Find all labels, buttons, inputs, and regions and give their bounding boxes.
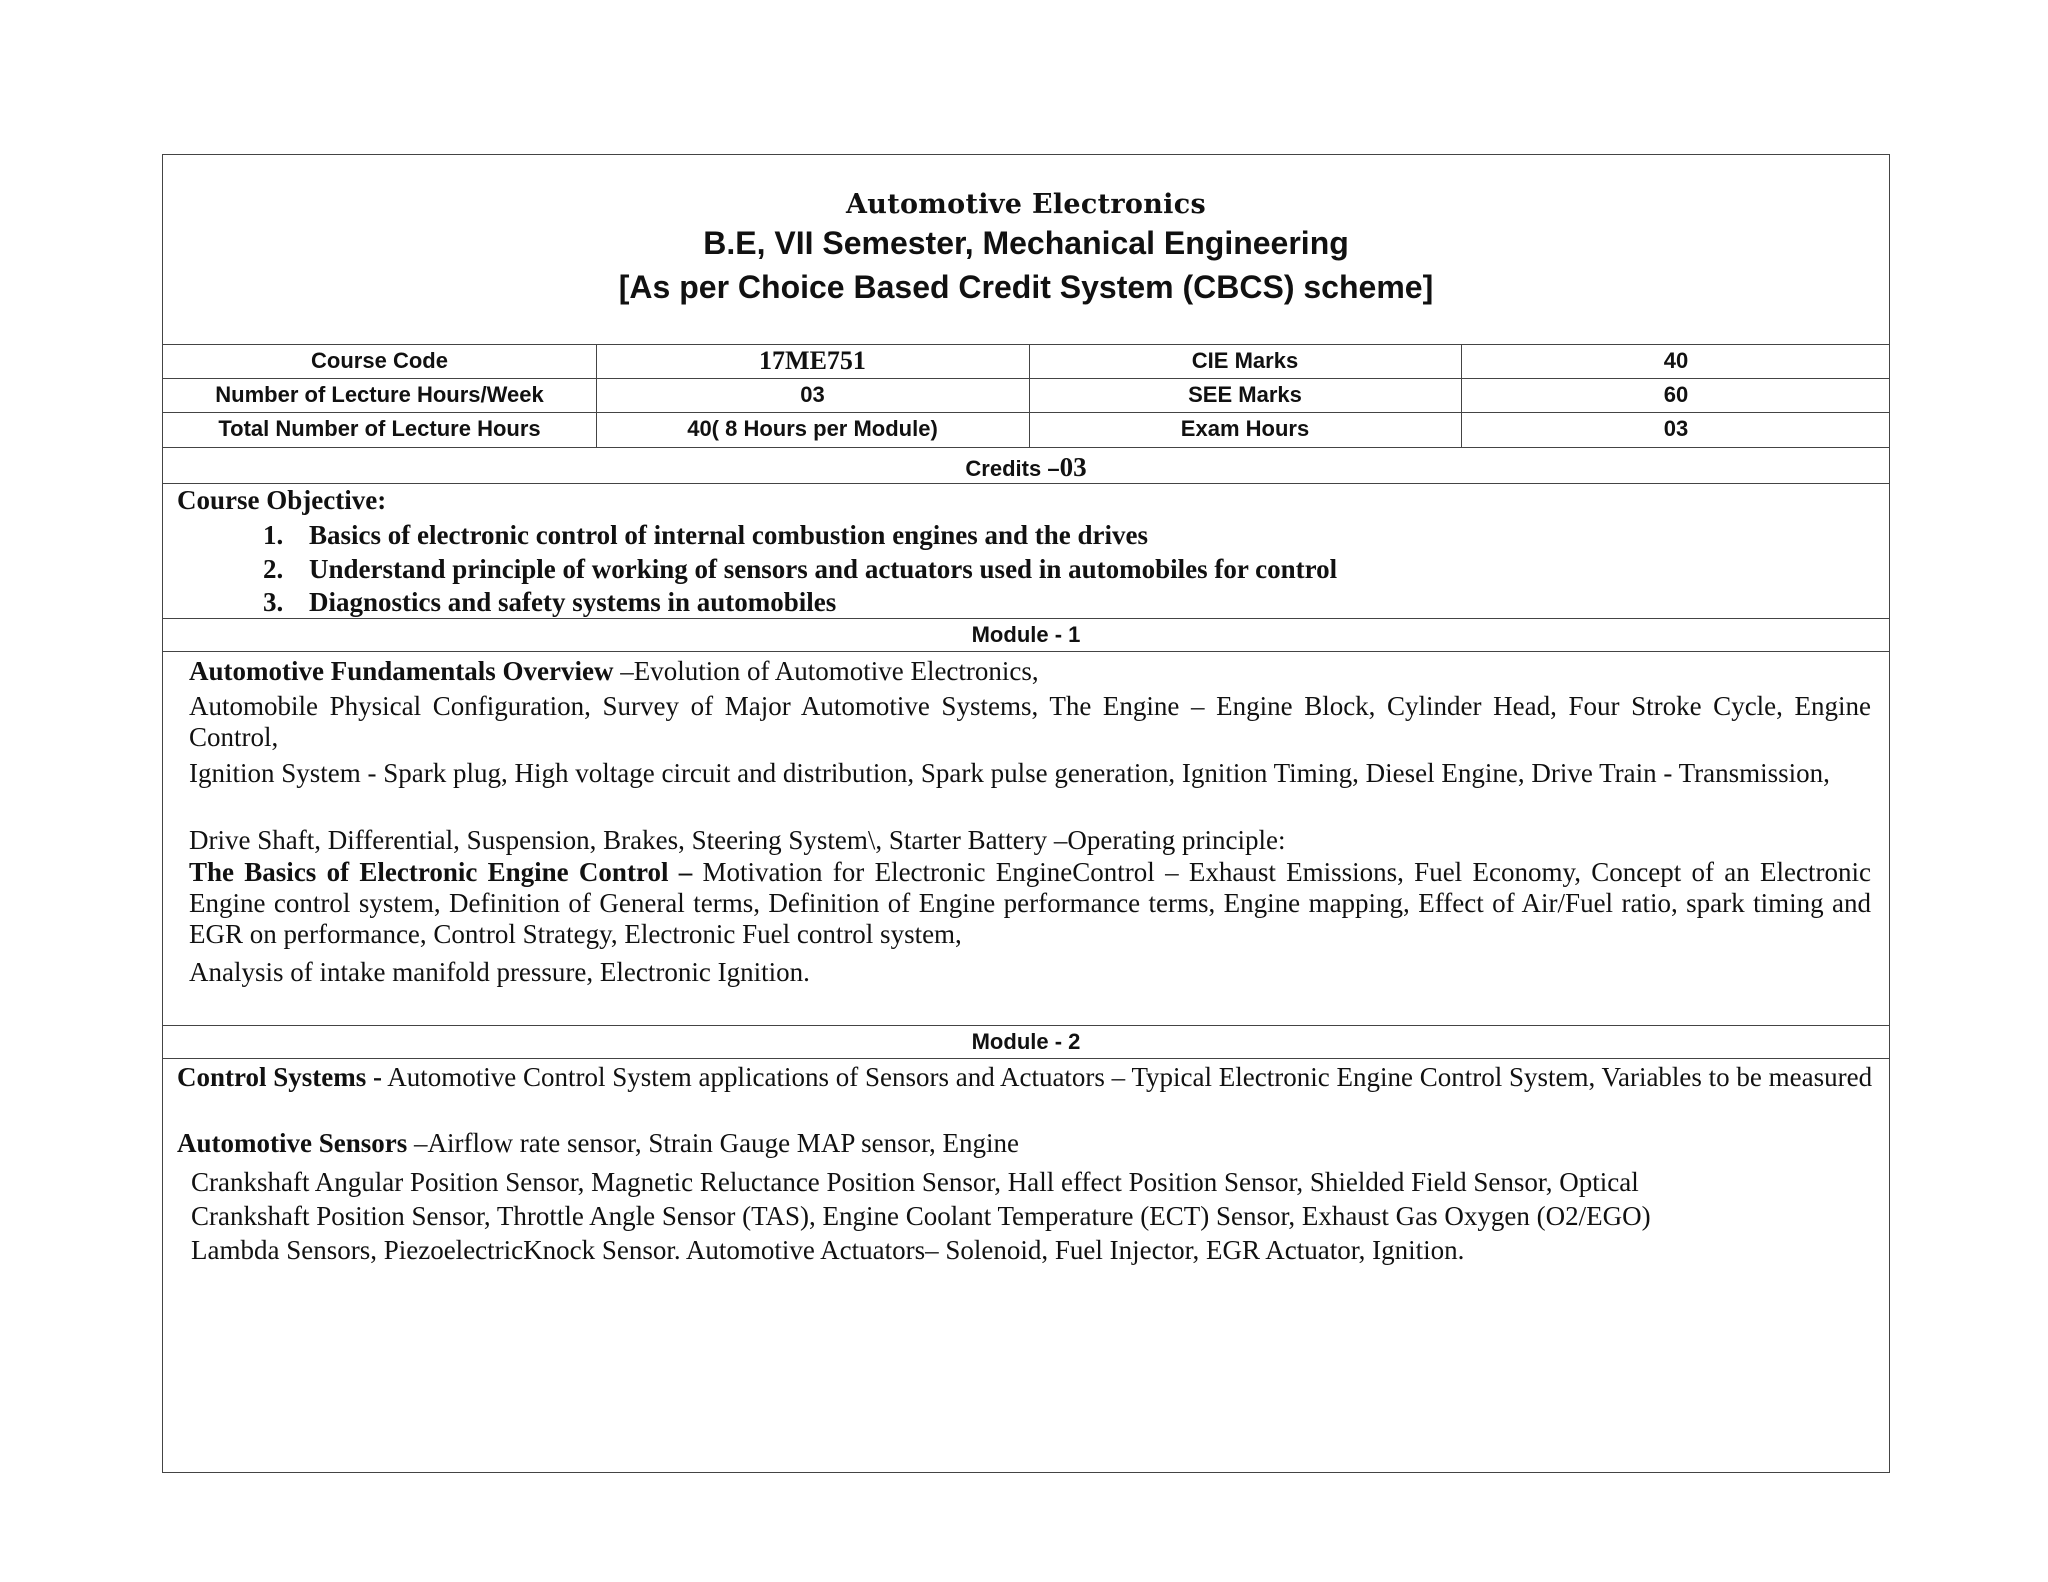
module-1-paragraph: Drive Shaft, Differential, Suspension, Brakes, Steering System\, Starter Battery –Operating principle: [189,825,1286,855]
objectives-list [263,519,1337,620]
module-2-line: Crankshaft Position Sensor, Throttle Angle Sensor (TAS), Engine Coolant Temperature (ECT) Sensor, Exhaust Gas Oxygen (O2/EGO) [191,1201,1651,1231]
course-title: Automotive Electronics [846,189,1206,220]
total-lecture-hours-value: 40( 8 Hours per Module) [687,416,938,441]
course-code-label: Course Code [311,348,448,373]
syllabus-frame [162,154,1890,1473]
list-item: 2. Understand principle of working of sensors and actuators used in automobiles for control [263,553,1338,584]
exam-hours-value: 03 [1663,416,1689,441]
module-2-heading: Module - 2 [971,1029,1081,1054]
cie-marks-value: 40 [1663,348,1689,373]
course-code-value: 17ME751 [759,346,866,375]
lecture-hours-week-label: Number of Lecture Hours/Week [215,382,544,407]
module-2-paragraph: Automotive Sensors –Airflow rate sensor, Strain Gauge MAP sensor, Engine [177,1128,1019,1158]
course-subtitle: B.E, VII Semester, Mechanical Engineering [703,225,1349,261]
divider [163,651,1889,652]
module-2-line: Crankshaft Angular Position Sensor, Magnetic Reluctance Position Sensor, Hall effect Position Sensor, Shielded Field Sensor, Optical [191,1167,1639,1197]
objectives-title: Course Objective: [177,485,387,515]
module-2-paragraph: Control Systems - Automotive Control System applications of Sensors and Actuators – Typical Electronic Engine Control System, Variables to be measured [177,1062,1873,1092]
lecture-hours-week-value: 03 [800,382,825,407]
list-item: 3. Diagnostics and safety systems in automobiles [263,587,837,617]
see-marks-value: 60 [1663,382,1689,407]
module-1-paragraph: Ignition System - Spark plug, High voltage circuit and distribution, Spark pulse generation, Ignition Timing, Diesel Engine, Drive Train - Transmission, [189,758,1830,788]
module-1-paragraph: Automotive Fundamentals Overview –Evolution of Automotive Electronics, [189,656,1039,686]
module-1-heading: Module - 1 [971,622,1081,647]
divider [163,1058,1889,1059]
module-1-paragraph: Automobile Physical Configuration, Survey of Major Automotive Systems, The Engine – Engine Block, Cylinder Head, Four Stroke Cycle, Engine Control, [189,691,1871,752]
credits [163,449,1889,485]
credits-value: 03 [1059,452,1087,482]
module-1-paragraph: Analysis of intake manifold pressure, Electronic Ignition. [189,957,810,987]
credits-label: Credits – [965,456,1060,481]
divider [163,447,1889,448]
cie-marks-label: CIE Marks [1191,348,1299,373]
module-2-line: Lambda Sensors, PiezoelectricKnock Sensor. Automotive Actuators– Solenoid, Fuel Injector, EGR Actuator, Ignition. [191,1235,1465,1265]
list-item: 1. Basics of electronic control of internal combustion engines and the drives [263,520,1148,550]
course-scheme: [As per Choice Based Credit System (CBCS) scheme] [618,269,1434,305]
exam-hours-label: Exam Hours [1180,416,1310,441]
module-1-paragraph: The Basics of Electronic Engine Control – Motivation for Electronic EngineControl – Exhaust Emissions, Fuel Economy, Concept of an Electronic Engine control system, Definition of General terms, Definition of Engine performance terms, Engine mapping, Effect of Air/Fuel ratio, spark timing and EGR on performance, Control Strategy, Electronic Fuel control system, [189,857,1871,949]
see-marks-label: SEE Marks [1188,382,1302,407]
total-lecture-hours-label: Total Number of Lecture Hours [218,416,541,441]
